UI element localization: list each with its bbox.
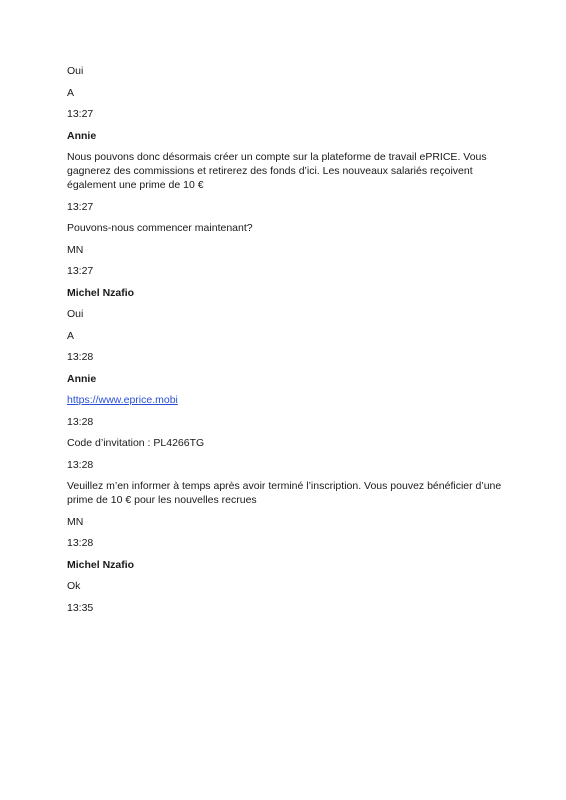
sender-name: Annie <box>67 129 97 142</box>
message-text: Veuillez m’en informer à temps après avoir terminé l’inscription. Vous pouvez bénéficier d’une prime de 10 € pour les nouvelles recrues <box>67 480 502 506</box>
message-timestamp: 13:35 <box>67 601 94 614</box>
document-page <box>67 64 507 622</box>
message-timestamp: 13:28 <box>67 351 94 363</box>
message-text: Oui <box>67 65 84 77</box>
message-text: Pouvons-nous commencer maintenant? <box>67 222 253 234</box>
message-timestamp: 13:27 <box>67 108 94 120</box>
avatar-initials: A <box>67 329 75 342</box>
avatar-initials: A <box>67 86 75 99</box>
message-timestamp: 13:28 <box>67 537 94 549</box>
message-text: Oui <box>67 308 84 320</box>
message-timestamp: 13:28 <box>67 458 94 471</box>
message-text: Nous pouvons donc désormais créer un compte sur la plateforme de travail ePRICE. Vous gagnerez des commissions et retirerez des fonds d’ici. Les nouveaux salariés reçoivent également une prime de 10 € <box>67 151 487 191</box>
avatar-initials: MN <box>67 515 84 528</box>
message-link[interactable]: https://www.eprice.mobi <box>67 394 178 406</box>
avatar-initials: MN <box>67 243 84 256</box>
message-timestamp: 13:27 <box>67 200 94 213</box>
sender-name: Annie <box>67 372 97 385</box>
sender-name: Michel Nzafio <box>67 558 135 571</box>
message-timestamp: 13:28 <box>67 415 94 428</box>
message-text: Ok <box>67 580 81 592</box>
message-timestamp: 13:27 <box>67 265 94 277</box>
message-link-row <box>67 393 507 407</box>
sender-name: Michel Nzafio <box>67 286 135 299</box>
message-text: Code d’invitation : PL4266TG <box>67 437 205 449</box>
